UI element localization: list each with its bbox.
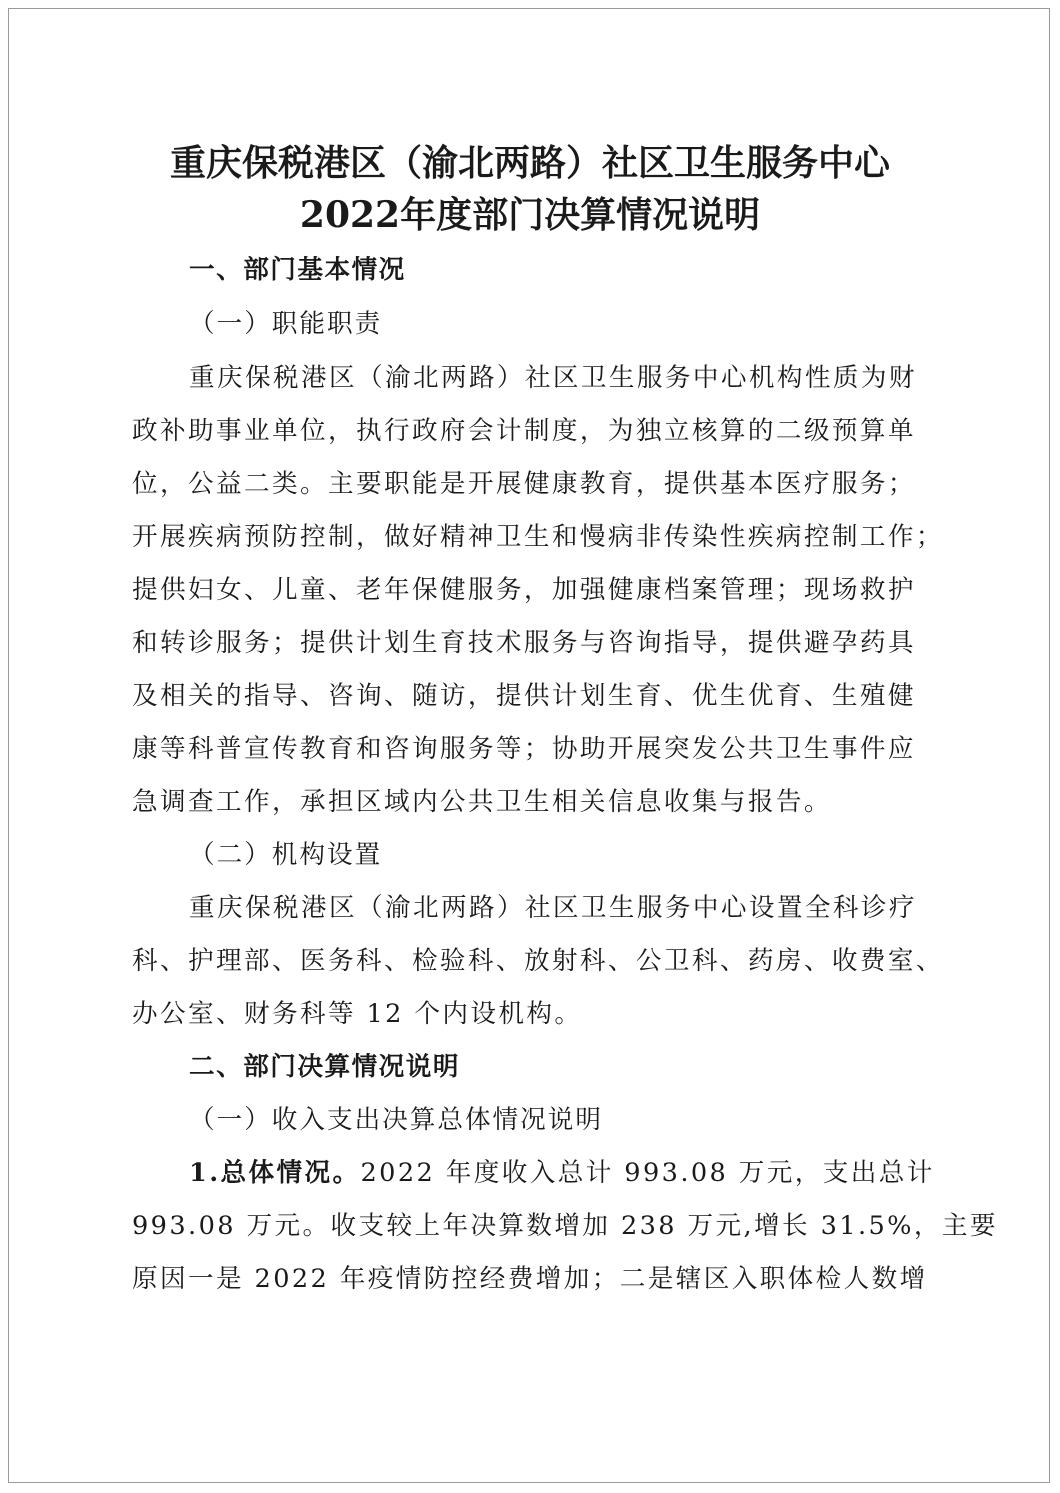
paragraph-line: 提供妇女、儿童、老年保健服务，加强健康档案管理；现场救护 (132, 575, 916, 605)
section-heading-final-accounts: 二、部门决算情况说明 (189, 1052, 460, 1082)
paragraph-line: 993.08 万元。收支较上年决算数增加 238 万元,增长 31.5%，主要 (132, 1211, 998, 1241)
paragraph-line: 和转诊服务；提供计划生育技术服务与咨询指导，提供避孕药具 (132, 628, 916, 658)
subsection-heading-income-expenditure: （一）收入支出决算总体情况说明 (189, 1105, 603, 1135)
paragraph-line (189, 1156, 934, 1190)
subsection-heading-organization: （二）机构设置 (189, 840, 383, 870)
paragraph-line: 开展疾病预防控制，做好精神卫生和慢病非传染性疾病控制工作； (132, 522, 944, 552)
paragraph-line: 急调查工作，承担区域内公共卫生相关信息收集与报告。 (132, 787, 832, 817)
paragraph-line: 位，公益二类。主要职能是开展健康教育，提供基本医疗服务； (132, 469, 916, 499)
paragraph-line: 重庆保税港区（渝北两路）社区卫生服务中心设置全科诊疗 (189, 893, 917, 923)
paragraph-line: 及相关的指导、咨询、随访，提供计划生育、优生优育、生殖健 (132, 681, 916, 711)
overall-situation-text: 2022 年度收入总计 993.08 万元，支出总计 (360, 1158, 935, 1188)
subsection-heading-functions: （一）职能职责 (189, 309, 383, 339)
paragraph-line: 政补助事业单位，执行政府会计制度，为独立核算的二级预算单 (132, 416, 916, 446)
section-heading-basic-info: 一、部门基本情况 (189, 255, 406, 285)
paragraph-line: 康等科普宣传教育和咨询服务等；协助开展突发公共卫生事件应 (132, 734, 916, 764)
document-title-line-1: 重庆保税港区（渝北两路）社区卫生服务中心 (169, 142, 890, 184)
paragraph-line: 办公室、财务科等 12 个内设机构。 (132, 999, 583, 1029)
paragraph-line: 科、护理部、医务科、检验科、放射科、公卫科、药房、收费室、 (132, 946, 944, 976)
document-title-line-2: 2022年度部门决算情况说明 (299, 194, 761, 236)
paragraph-line: 重庆保税港区（渝北两路）社区卫生服务中心机构性质为财 (189, 363, 917, 393)
overall-situation-label: 1.总体情况。 (189, 1158, 361, 1188)
paragraph-line: 原因一是 2022 年疫情防控经费增加；二是辖区入职体检人数增 (132, 1264, 928, 1294)
